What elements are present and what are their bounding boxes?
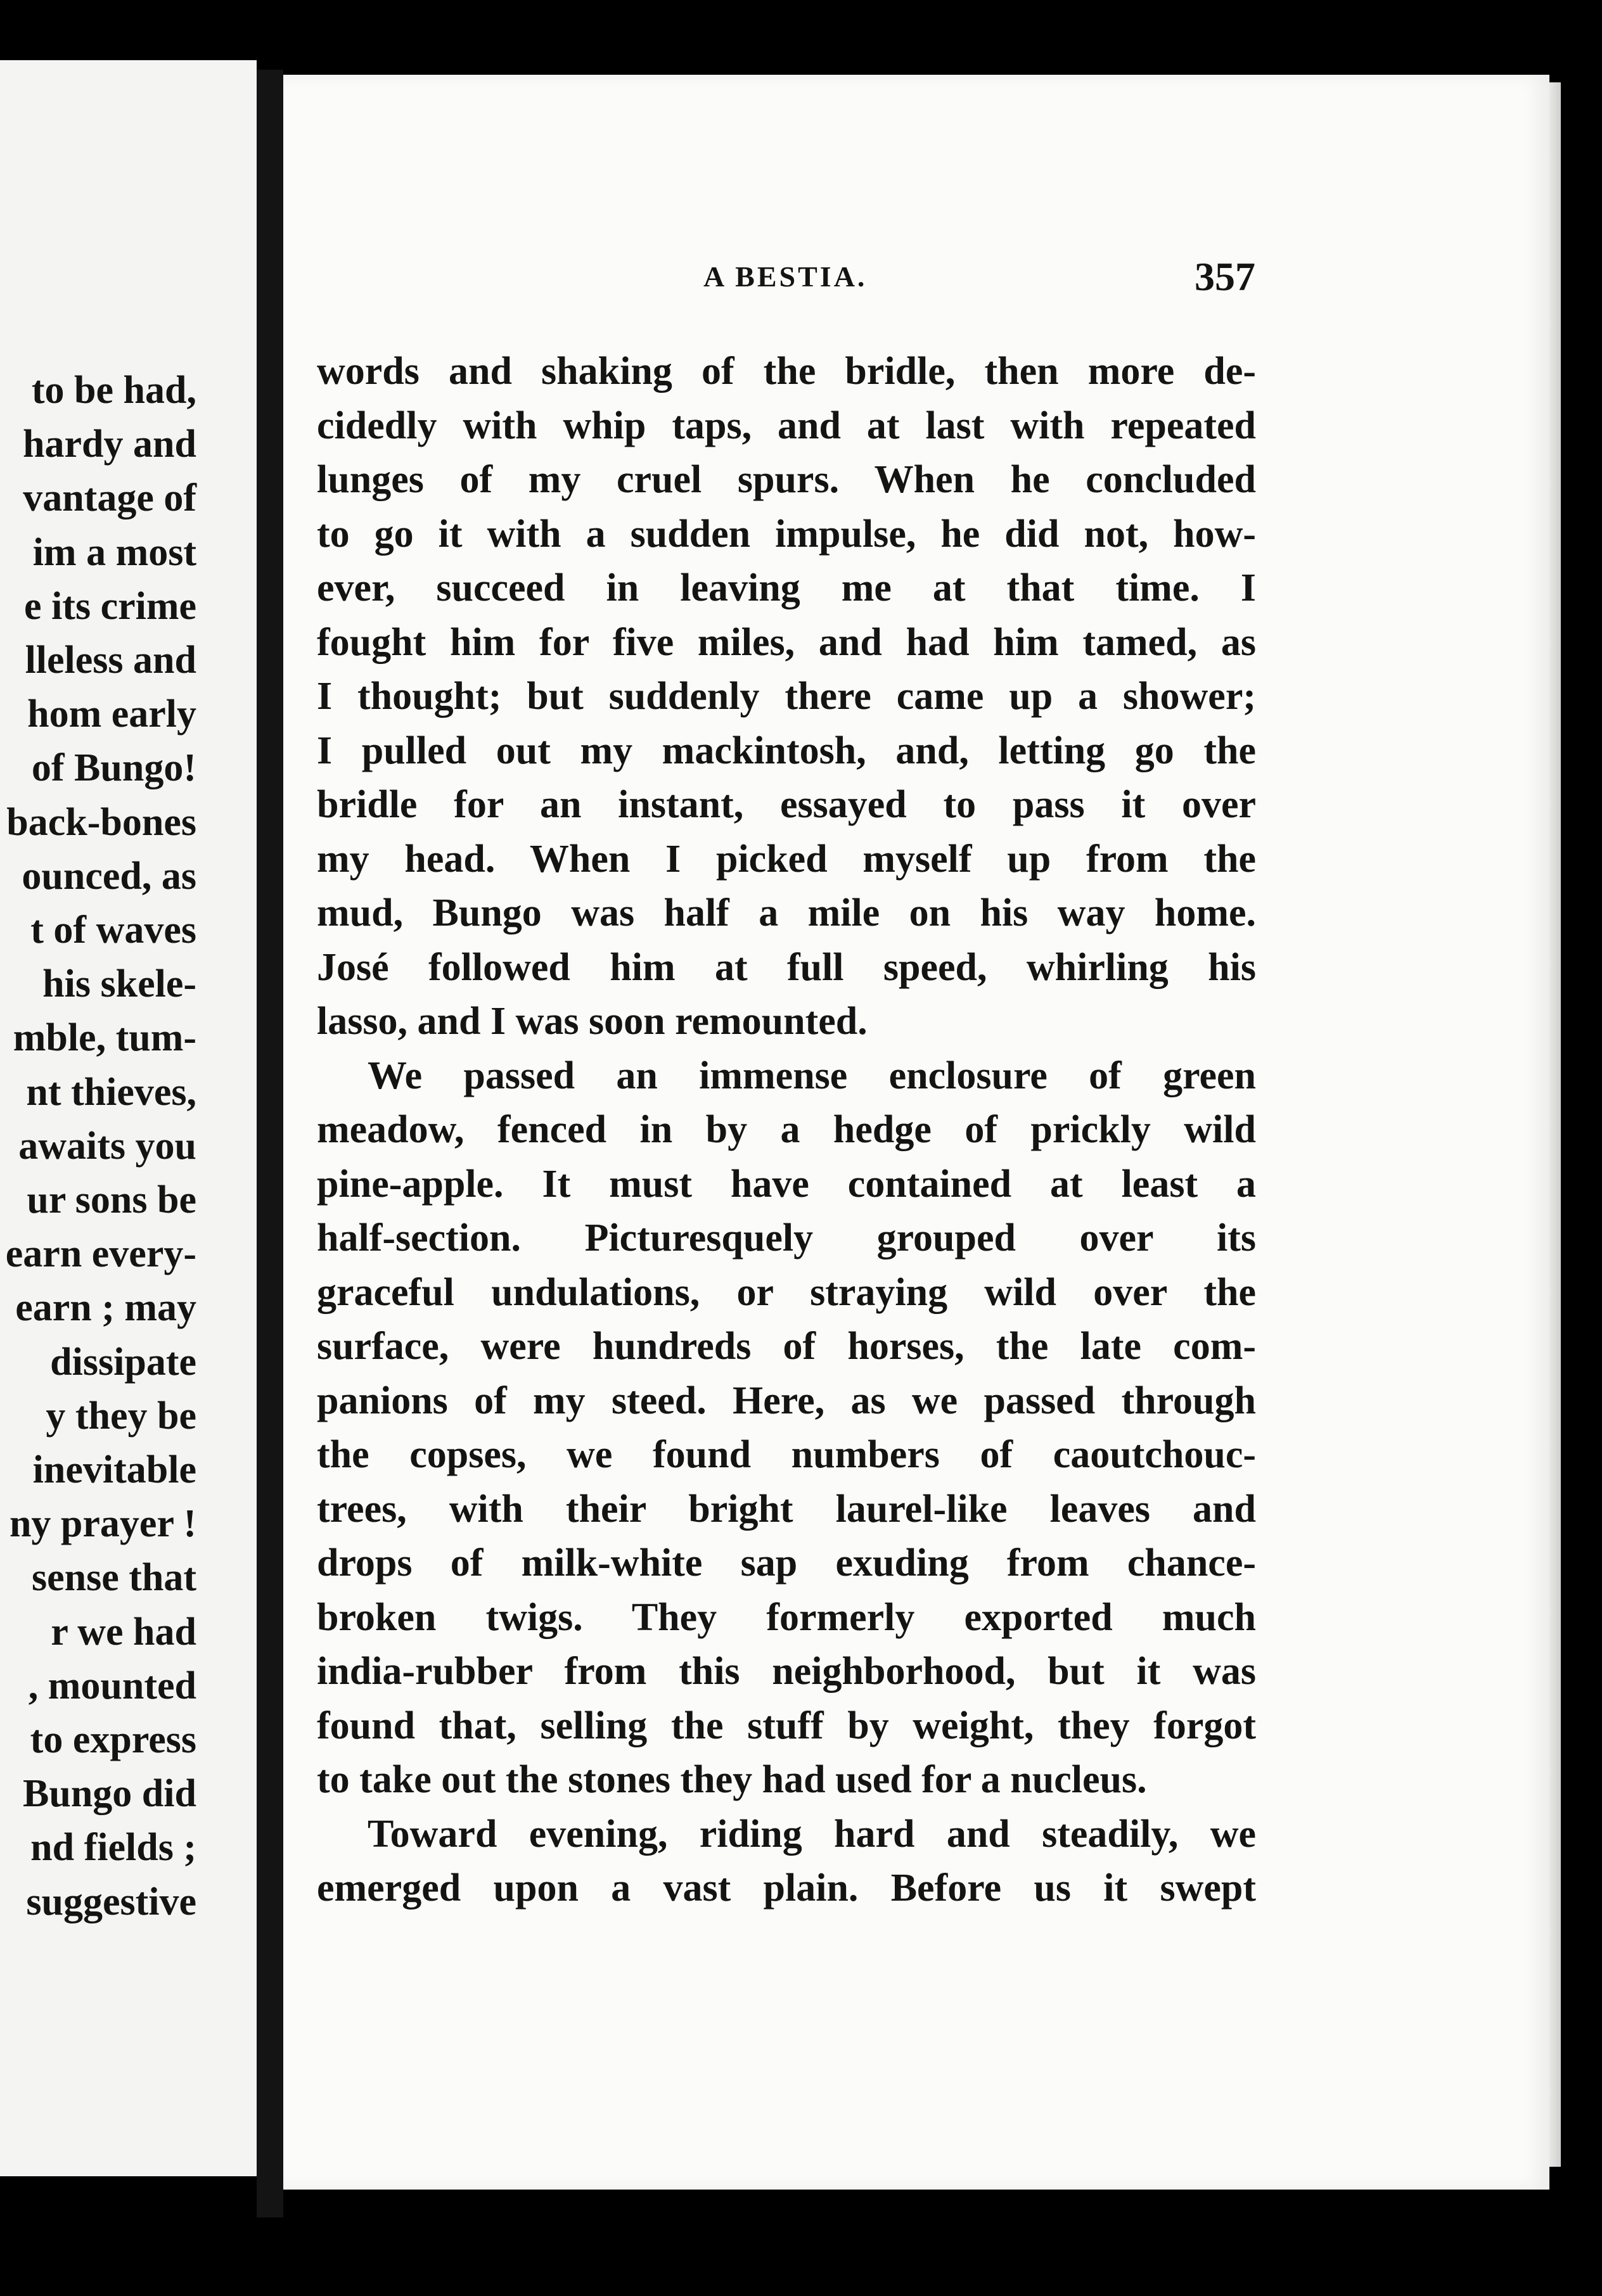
body-line: drops of milk-white sap exuding from chance- [317,1541,1256,1585]
body-line: mud, Bungo was half a mile on his way home. [317,891,1256,934]
body-line: to go it with a sudden impulse, he did not, how- [317,512,1256,556]
running-head: A BESTIA. [703,260,868,293]
left-page-line: r we had [51,1610,196,1654]
body-line: half-section. Picturesquely grouped over its [317,1216,1256,1260]
left-page-line: awaits you [18,1124,196,1168]
body-line: found that, selling the stuff by weight, they forgot [317,1704,1256,1747]
left-page-line: back-bones [6,800,196,844]
left-page-line: ounced, as [22,854,196,898]
body-line: the copses, we found numbers of caoutchouc- [317,1433,1256,1476]
body-line: emerged upon a vast plain. Before us it swept [317,1866,1256,1910]
left-page-line: vantage of [23,476,196,520]
left-page-line: e its crime [24,584,196,628]
body-line: I thought; but suddenly there came up a shower; [317,675,1256,718]
left-page-line: sense that [31,1556,196,1600]
body-line: words and shaking of the bridle, then more de- [317,350,1256,393]
left-page-line: earn ; may [15,1286,196,1330]
left-page-line: Bungo did [22,1772,196,1816]
left-page-line: ur sons be [27,1178,196,1221]
body-line: We passed an immense enclosure of green [368,1054,1256,1097]
body-line: bridle for an instant, essayed to pass it over [317,783,1256,826]
body-line: lasso, and I was soon remounted. [317,1000,868,1043]
left-page-fragment [0,60,257,2176]
body-line: graceful undulations, or straying wild over the [317,1270,1256,1314]
body-line: lunges of my cruel spurs. When he concluded [317,458,1256,501]
left-page-line: nd fields ; [30,1826,196,1870]
body-line: José followed him at full speed, whirling his [317,945,1256,989]
left-page-line: t of waves [30,909,196,952]
left-page-line: of Bungo! [31,746,196,790]
left-page-line: im a most [32,530,196,574]
body-line: surface, were hundreds of horses, the late com- [317,1325,1256,1368]
left-page-line: his skele- [42,962,196,1006]
body-line: meadow, fenced in by a hedge of prickly wild [317,1108,1256,1151]
body-line: trees, with their bright laurel-like leaves and [317,1487,1256,1531]
page-edge [1549,82,1561,2167]
book-gutter [257,70,283,2217]
body-line: I pulled out my mackintosh, and, letting go the [317,729,1256,772]
left-page-line: to express [30,1718,196,1761]
left-page-line: to be had, [31,369,196,412]
left-page-line: , mounted [28,1664,196,1707]
left-page-line: lleless and [25,639,196,682]
body-line: ever, succeed in leaving me at that time. I [317,566,1256,609]
body-line: india-rubber from this neighborhood, but it was [317,1650,1256,1693]
body-line: pine-apple. It must have contained at least a [317,1162,1256,1206]
left-page-line: suggestive [26,1880,196,1923]
body-line: cidedly with whip taps, and at last with repeated [317,404,1256,447]
body-line: my head. When I picked myself up from the [317,837,1256,881]
left-page-line: inevitable [32,1448,196,1491]
body-line: panions of my steed. Here, as we passed through [317,1379,1256,1422]
left-page-line: mble, tum- [13,1016,196,1060]
page-number: 357 [1195,254,1255,299]
left-page-line: hardy and [23,423,196,466]
body-line: broken twigs. They formerly exported much [317,1595,1256,1639]
left-page-line: y they be [46,1394,196,1438]
body-line: to take out the stones they had used for a nucleus. [317,1758,1147,1801]
left-page-line: nt thieves, [26,1070,196,1114]
body-line: Toward evening, riding hard and steadily, we [368,1812,1256,1856]
body-line: fought him for five miles, and had him tamed, as [317,620,1256,664]
left-page-line: hom early [27,692,196,736]
left-page-line: dissipate [50,1340,196,1384]
left-page-line: ny prayer ! [9,1502,196,1546]
left-page-line: earn every- [5,1232,196,1276]
